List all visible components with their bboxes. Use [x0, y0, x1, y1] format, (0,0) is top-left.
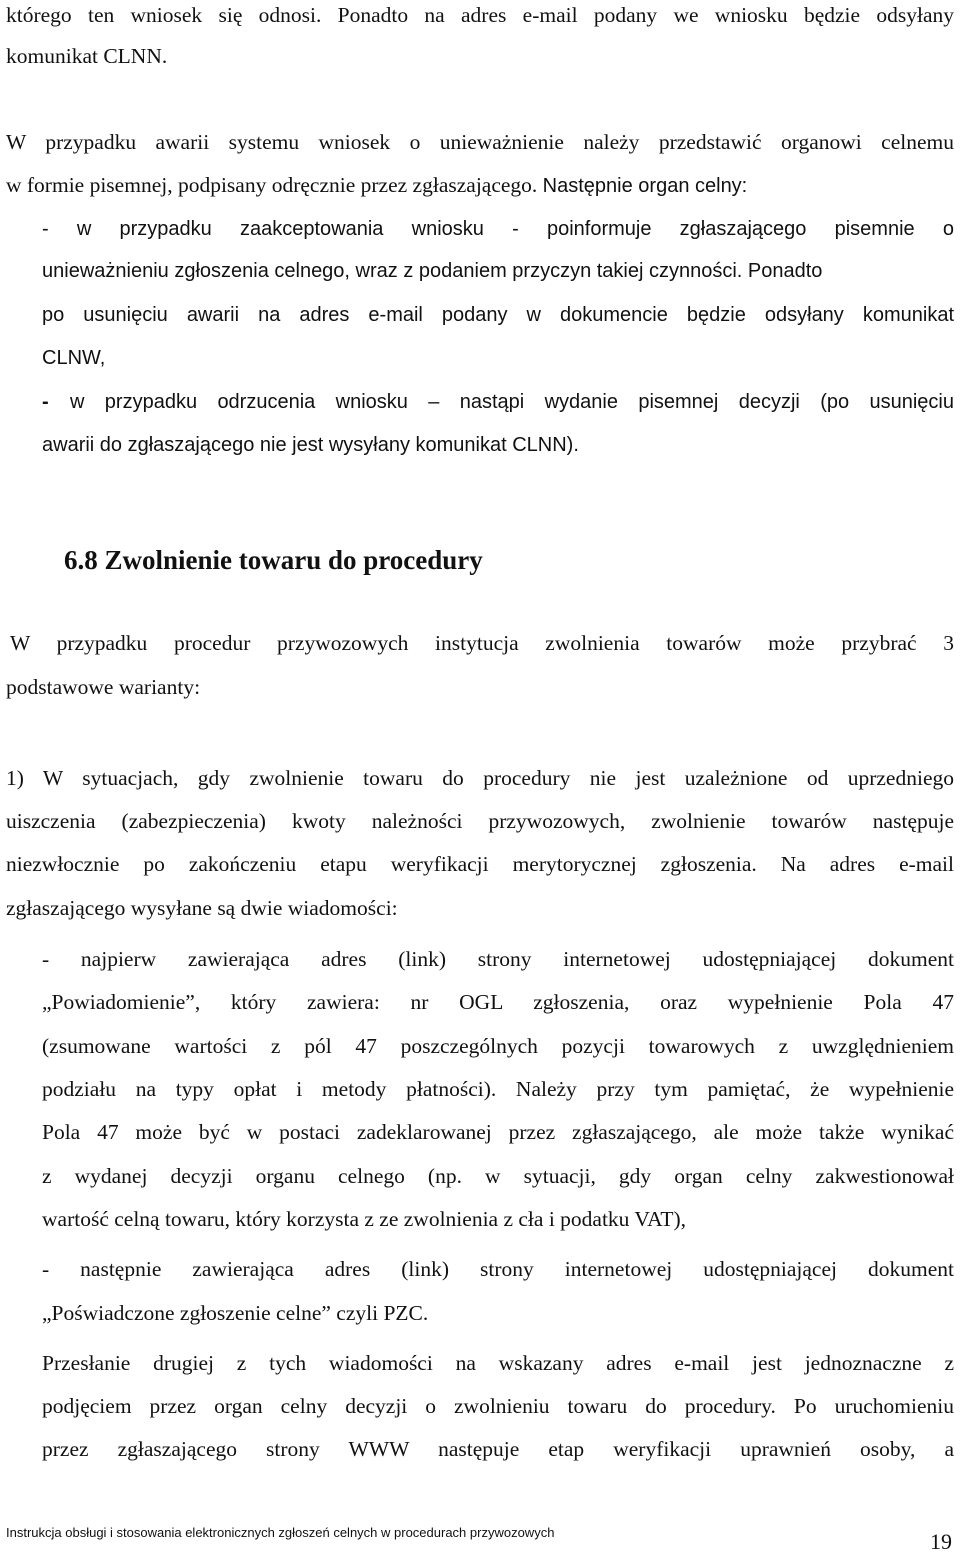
- text-line: [42, 392, 954, 412]
- text-line: niezwłocznie po zakończeniu etapu weryfikacji merytorycznej zgłoszenia. Na adres e-mail: [6, 852, 954, 876]
- text-line: W przypadku awarii systemu wniosek o unieważnienie należy przedstawić organowi celnemu: [6, 130, 954, 154]
- text-line: 1) W sytuacjach, gdy zwolnienie towaru do procedury nie jest uzależnione od uprzedniego: [6, 766, 954, 790]
- page-footer: Instrukcja obsługi i stosowania elektronicznych zgłoszeń celnych w procedurach przywozowych: [6, 1525, 555, 1540]
- text-line: awarii do zgłaszającego nie jest wysyłany komunikat CLNN).: [42, 434, 579, 456]
- text-line: [42, 261, 822, 281]
- text-line: Pola 47 może być w postaci zadeklarowanej przez zgłaszającego, ale może także wynikać: [42, 1120, 954, 1144]
- text-line: komunikat CLNN.: [6, 44, 168, 68]
- text-segment: w przypadku odrzucenia wniosku – nastąpi wydanie pisemnej decyzji (po usunięciu: [70, 391, 954, 413]
- text-line: podjęciem przez organ celny decyzji o zwolnieniu towaru do procedury. Po uruchomieniu: [42, 1394, 954, 1418]
- text-line: W przypadku procedur przywozowych instytucja zwolnienia towarów może przybrać 3: [10, 631, 954, 655]
- text-line: podstawowe warianty:: [6, 675, 201, 699]
- text-line: (zsumowane wartości z pól 47 poszczególnych pozycji towarowych z uwzględnieniem: [42, 1034, 954, 1058]
- text-line: - najpierw zawierająca adres (link) strony internetowej udostępniającej dokument: [42, 947, 954, 971]
- text-line: uiszczenia (zabezpieczenia) kwoty należności przywozowych, zwolnienie towarów następuje: [6, 809, 954, 833]
- text-line: wartość celną towaru, który korzysta z ze zwolnienia z cła i podatku VAT),: [42, 1207, 686, 1231]
- text-line: po usunięciu awarii na adres e-mail podany w dokumencie będzie odsyłany komunikat: [42, 304, 954, 326]
- text-line: przez zgłaszającego strony WWW następuje etap weryfikacji uprawnień osoby, a: [42, 1437, 954, 1461]
- text-segment: Ponadto: [747, 260, 823, 282]
- text-line: CLNW,: [42, 347, 106, 369]
- text-line: „Poświadczone zgłoszenie celne” czyli PZC.: [42, 1301, 429, 1325]
- text-line: którego ten wniosek się odnosi. Ponadto na adres e-mail podany we wniosku będzie odsyłany: [6, 3, 954, 27]
- text-line: zgłaszającego wysyłane są dwie wiadomości:: [6, 896, 398, 920]
- text-segment: unieważnieniu zgłoszenia celnego, wraz z podaniem przyczyn takiej czynności.: [42, 260, 748, 282]
- text-line: z wydanej decyzji organu celnego (np. w sytuacji, gdy organ celny zakwestionował: [42, 1164, 954, 1188]
- text-segment: w formie pisemnej, podpisany odręcznie przez zgłaszającego.: [6, 173, 543, 197]
- text-line: Przesłanie drugiej z tych wiadomości na wskazany adres e-mail jest jednoznaczne z: [42, 1351, 954, 1375]
- text-line: „Powiadomienie”, który zawiera: nr OGL zgłoszenia, oraz wypełnienie Pola 47: [42, 990, 954, 1014]
- bullet-dash: -: [42, 391, 49, 413]
- text-segment: Następnie organ celny:: [542, 175, 748, 197]
- text-line: [6, 175, 747, 197]
- page-number: 19: [930, 1529, 952, 1554]
- text-line: - następnie zawierająca adres (link) strony internetowej udostępniającej dokument: [42, 1257, 954, 1281]
- text-line: podziału na typy opłat i metody płatności). Należy przy tym pamiętać, że wypełnienie: [42, 1077, 954, 1101]
- section-heading: 6.8 Zwolnienie towaru do procedury: [64, 545, 483, 575]
- text-line: - w przypadku zaakceptowania wniosku - poinformuje zgłaszającego pisemnie o: [42, 218, 954, 240]
